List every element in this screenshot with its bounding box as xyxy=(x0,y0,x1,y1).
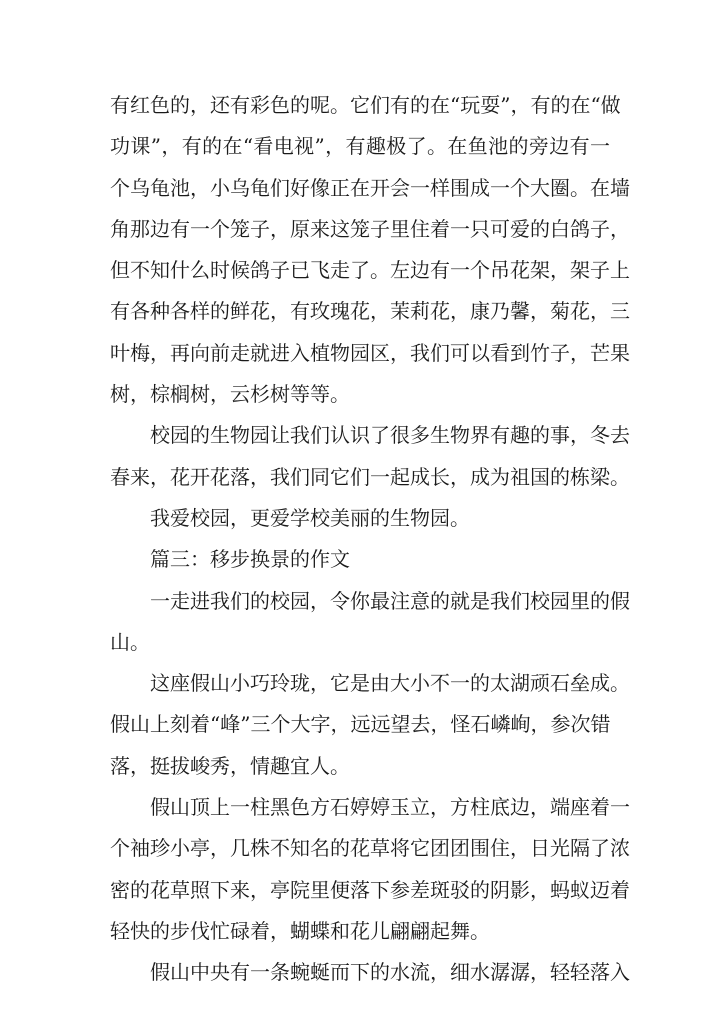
text-line: 有各种各样的鲜花，有玫瑰花，茉莉花，康乃馨，菊花，三 xyxy=(110,299,630,324)
text-line: 假山上刻着“峰”三个大字，远远望去，怪石嶙峋，参次错 xyxy=(110,712,611,737)
text-line: 春来，花开花落，我们同它们一起成长，成为祖国的栋梁。 xyxy=(110,464,630,489)
text-line: 角那边有一个笼子，原来这笼子里住着一只可爱的白鸽子， xyxy=(110,216,630,241)
text-line: 这座假山小巧玲珑，它是由大小不一的太湖顽石垒成。 xyxy=(150,671,630,696)
text-line: 功课”，有的在“看电视”，有趣极了。在鱼池的旁边有一 xyxy=(110,134,610,159)
text-line: 个袖珍小亭，几株不知名的花草将它团团围住，日光隔了浓 xyxy=(110,836,630,861)
text-line: 山。 xyxy=(110,629,150,654)
text-line: 落，挺拔峻秀，情趣宜人。 xyxy=(110,753,350,778)
text-line: 密的花草照下来，亭院里便落下参差斑驳的阴影，蚂蚁迈着 xyxy=(110,877,630,902)
text-line: 假山顶上一柱黑色方石婷婷玉立，方柱底边，端座着一 xyxy=(150,795,630,820)
text-line: 轻快的步伐忙碌着，蝴蝶和花儿翩翩起舞。 xyxy=(110,918,490,943)
document-body xyxy=(110,85,630,994)
text-line: 但不知什么时候鸽子已飞走了。左边有一个吊花架，架子上 xyxy=(110,258,630,283)
text-line: 假山中央有一条蜿蜒而下的水流，细水潺潺，轻轻落入 xyxy=(150,960,630,985)
text-line: 一走进我们的校园，令你最注意的就是我们校园里的假 xyxy=(150,588,630,613)
text-line: 校园的生物园让我们认识了很多生物界有趣的事，冬去 xyxy=(150,423,630,448)
text-line: 个乌龟池，小乌龟们好像正在开会一样围成一个大圈。在墙 xyxy=(110,175,630,200)
text-line: 叶梅，再向前走就进入植物园区，我们可以看到竹子，芒果 xyxy=(110,340,630,365)
text-line: 树，棕榈树，云杉树等等。 xyxy=(110,382,350,407)
text-line: 有红色的，还有彩色的呢。它们有的在“玩耍”，有的在“做 xyxy=(110,93,621,117)
text-line: 我爱校园，更爱学校美丽的生物园。 xyxy=(150,505,470,530)
text-line: 篇三：移步换景的作文 xyxy=(150,547,350,572)
